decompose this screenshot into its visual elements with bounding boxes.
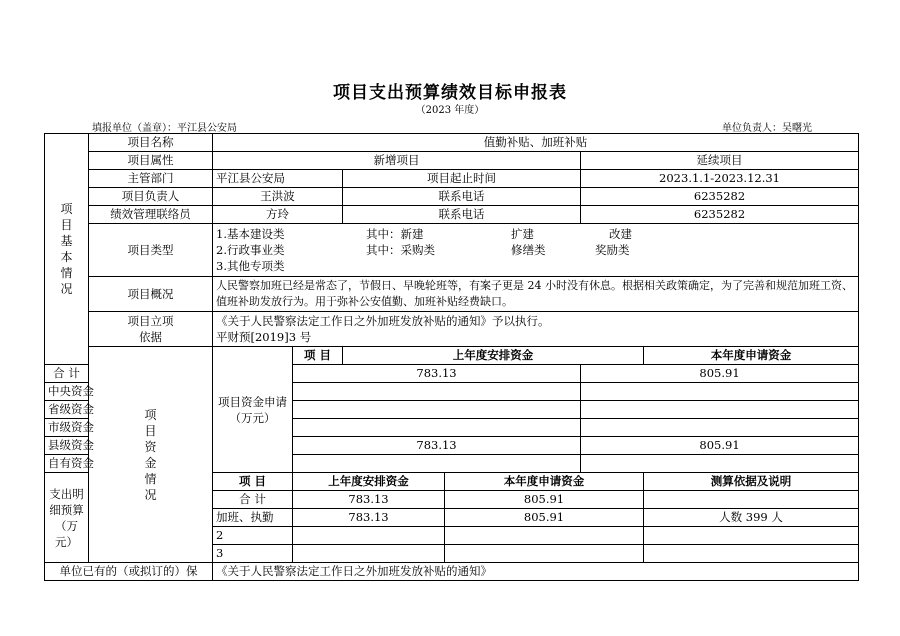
row-perf-contact: [45, 206, 859, 224]
detail-header-curr: 本年度申请资金: [445, 473, 644, 491]
detail-note: [644, 545, 859, 563]
apply-item: 中央资金: [45, 383, 89, 401]
row-owner: [45, 188, 859, 206]
owner-phone-value: 6235282: [581, 188, 859, 206]
apply-curr: 805.91: [581, 365, 859, 383]
apply-curr: [581, 455, 859, 473]
project-attr-continued: 延续项目: [581, 152, 859, 170]
detail-curr: 805.91: [445, 509, 644, 527]
apply-item: 自有资金: [45, 455, 89, 473]
dept-value: 平江县公安局: [213, 170, 343, 188]
detail-curr: 805.91: [445, 491, 644, 509]
project-name-value: 值勤补贴、加班补贴: [213, 134, 859, 152]
type-new-build: 其中：新建: [366, 227, 424, 241]
detail-label: [45, 473, 89, 563]
detail-curr: [445, 545, 644, 563]
type-rebuild: 改建: [609, 227, 632, 241]
budget-form-table: [44, 133, 859, 581]
overview-text: 人民警察加班已经是常态了，节假日、早晚轮班等，有案子更是 24 小时没有休息。根据相关政策确定，为了完善和规范加班工资、值班补助发放行为。用于弥补公安值勤、加班补贴经费缺口。: [213, 277, 859, 312]
apply-prev: [293, 419, 581, 437]
detail-note: [644, 527, 859, 545]
apply-header-item: 项 目: [293, 347, 343, 365]
unit-head: 单位负责人：吴曙光: [722, 123, 812, 134]
project-type-label: 项目类型: [89, 224, 213, 277]
period-value: 2023.1.1-2023.12.31: [581, 170, 859, 188]
basis-line2: 平财预[2019]3 号: [216, 330, 312, 344]
apply-item: 市级资金: [45, 419, 89, 437]
detail-header-item: 项 目: [213, 473, 293, 491]
project-name-label: 项目名称: [89, 134, 213, 152]
apply-prev: [293, 401, 581, 419]
apply-label: [213, 347, 293, 473]
detail-header-prev: 上年度安排资金: [293, 473, 445, 491]
apply-prev: 783.13: [293, 437, 581, 455]
basis-label-line1: 项目立项: [127, 314, 174, 328]
perf-contact-label: 绩效管理联络员: [89, 206, 213, 224]
apply-label-line2: （万元）: [229, 410, 276, 425]
detail-label-line1: 支出明细预算: [49, 486, 84, 517]
detail-note: 人数 399 人: [644, 509, 859, 527]
apply-curr: [581, 401, 859, 419]
apply-item: 合 计: [45, 365, 89, 383]
apply-label-line1: 项目资金申请: [218, 394, 287, 409]
perf-phone-value: 6235282: [581, 206, 859, 224]
apply-curr: [581, 419, 859, 437]
row-basis: [45, 312, 859, 347]
apply-curr: [581, 383, 859, 401]
project-attr-new: 新增项目: [213, 152, 581, 170]
footer-label: 单位已有的（或拟订的）保: [45, 563, 213, 581]
detail-prev: [293, 527, 445, 545]
detail-item: 加班、执勤: [213, 509, 293, 527]
overview-label: 项目概况: [89, 277, 213, 312]
basis-label: [89, 312, 213, 347]
detail-prev: 783.13: [293, 491, 445, 509]
detail-label-line2: （万元）: [55, 518, 78, 549]
type-basic-construction: 1.基本建设类: [216, 227, 285, 241]
apply-curr: 805.91: [581, 437, 859, 455]
basis-label-line2: 依据: [139, 330, 162, 344]
apply-prev: [293, 383, 581, 401]
type-admin: 2.行政事业类: [216, 243, 285, 257]
apply-item: 省级资金: [45, 401, 89, 419]
row-project-type: [45, 224, 859, 277]
type-reward: 奖励类: [595, 243, 630, 257]
type-procurement: 其中：采购类: [366, 243, 435, 257]
apply-header-curr: 本年度申请资金: [644, 347, 859, 365]
form-title: 项目支出预算绩效目标申报表: [333, 83, 567, 103]
type-expand: 扩建: [511, 227, 534, 241]
owner-label: 项目负责人: [89, 188, 213, 206]
owner-value: 王洪波: [213, 188, 343, 206]
form-year: （2023 年度）: [415, 105, 485, 116]
detail-prev: [293, 545, 445, 563]
perf-contact-value: 方玲: [213, 206, 343, 224]
detail-item: 2: [213, 527, 293, 545]
detail-item: 3: [213, 545, 293, 563]
row-project-attr: [45, 152, 859, 170]
apply-header-prev: 上年度安排资金: [343, 347, 644, 365]
row-apply-header: [45, 347, 859, 365]
apply-item: 县级资金: [45, 437, 89, 455]
project-attr-label: 项目属性: [89, 152, 213, 170]
project-type-value: [213, 224, 859, 277]
basis-value: [213, 312, 859, 347]
basis-line1: 《关于人民警察法定工作日之外加班发放补贴的通知》予以执行。: [216, 314, 550, 328]
detail-note: [644, 491, 859, 509]
row-footer: [45, 563, 859, 581]
detail-item: 合 计: [213, 491, 293, 509]
perf-phone-label: 联系电话: [343, 206, 581, 224]
basic-section-label: 项 目 基 本 情 况: [45, 134, 89, 365]
type-other: 3.其他专项类: [216, 259, 285, 273]
reporting-unit: 填报单位（盖章）：平江县公安局: [92, 123, 237, 134]
funds-section-label: 项 目 资 金 情 况: [89, 347, 213, 563]
row-project-name: [45, 134, 859, 152]
dept-label: 主管部门: [89, 170, 213, 188]
detail-prev: 783.13: [293, 509, 445, 527]
detail-curr: [445, 527, 644, 545]
row-dept: [45, 170, 859, 188]
type-repair: 修缮类: [511, 243, 546, 257]
owner-phone-label: 联系电话: [343, 188, 581, 206]
period-label: 项目起止时间: [343, 170, 581, 188]
row-overview: [45, 277, 859, 312]
apply-prev: [293, 455, 581, 473]
apply-prev: 783.13: [293, 365, 581, 383]
footer-value: 《关于人民警察法定工作日之外加班发放补贴的通知》: [213, 563, 859, 581]
detail-header-note: 测算依据及说明: [644, 473, 859, 491]
